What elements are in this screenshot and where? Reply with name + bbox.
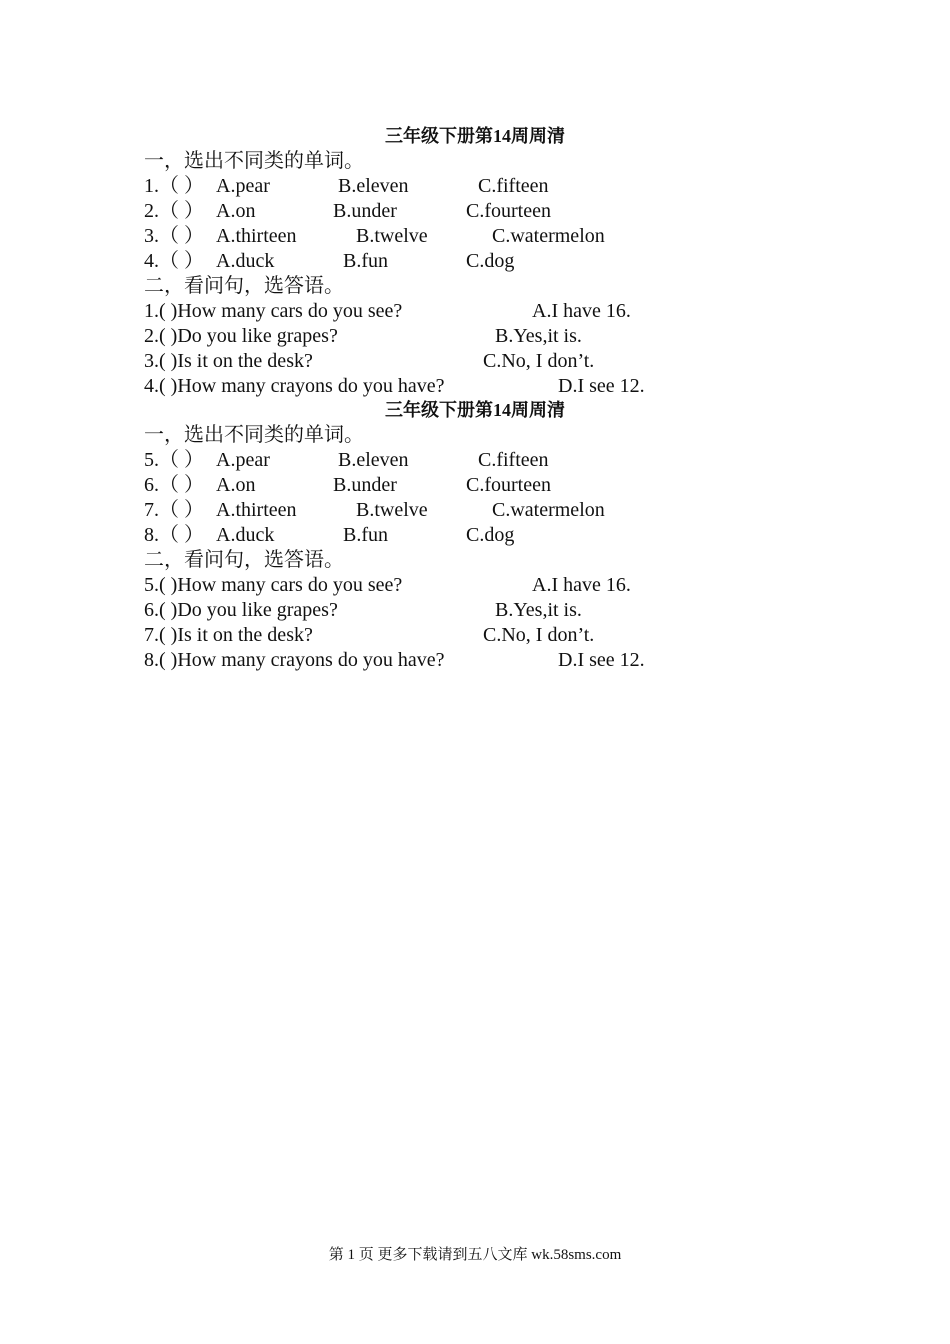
option-b: B.under bbox=[333, 200, 397, 222]
answer-option: C.No, I don’t. bbox=[483, 624, 595, 646]
question-text: 4.( )How many crayons do you have? bbox=[144, 375, 445, 397]
worksheet-block-1 bbox=[144, 124, 764, 399]
question-text: 5.( )How many cars do you see? bbox=[144, 574, 403, 596]
question-number: 1.（ ） bbox=[144, 175, 204, 197]
option-a: A.thirteen bbox=[216, 225, 297, 247]
question-text: 8.( )How many crayons do you have? bbox=[144, 649, 445, 671]
answer-option: B.Yes,it is. bbox=[495, 599, 582, 621]
question-text: 7.( )Is it on the desk? bbox=[144, 624, 313, 646]
match-row bbox=[144, 573, 764, 598]
option-b: B.twelve bbox=[356, 225, 428, 247]
match-row bbox=[144, 324, 764, 349]
question-row bbox=[144, 498, 764, 523]
answer-option: C.No, I don’t. bbox=[483, 350, 595, 372]
option-a: A.pear bbox=[216, 175, 270, 197]
match-row bbox=[144, 598, 764, 623]
answer-option: B.Yes,it is. bbox=[495, 325, 582, 347]
question-number: 6.（ ） bbox=[144, 474, 204, 496]
section-heading-match-answers: 二，看问句，选答语。 bbox=[144, 549, 344, 571]
match-row bbox=[144, 349, 764, 374]
question-row bbox=[144, 199, 764, 224]
answer-option: A.I have 16. bbox=[532, 574, 631, 596]
question-row bbox=[144, 448, 764, 473]
section-heading-match-answers: 二，看问句，选答语。 bbox=[144, 275, 344, 297]
question-row bbox=[144, 523, 764, 548]
question-text: 6.( )Do you like grapes? bbox=[144, 599, 338, 621]
option-a: A.pear bbox=[216, 449, 270, 471]
question-number: 4.（ ） bbox=[144, 250, 204, 272]
option-c: C.fifteen bbox=[478, 175, 549, 197]
answer-option: A.I have 16. bbox=[532, 300, 631, 322]
question-number: 8.（ ） bbox=[144, 524, 204, 546]
option-a: A.duck bbox=[216, 524, 275, 546]
question-text: 2.( )Do you like grapes? bbox=[144, 325, 338, 347]
question-text: 3.( )Is it on the desk? bbox=[144, 350, 313, 372]
question-row bbox=[144, 249, 764, 274]
worksheet-title: 三年级下册第14周周清 bbox=[385, 400, 565, 420]
option-a: A.on bbox=[216, 200, 256, 222]
match-row bbox=[144, 648, 764, 673]
option-c: C.fifteen bbox=[478, 449, 549, 471]
option-c: C.watermelon bbox=[492, 499, 605, 521]
match-row bbox=[144, 374, 764, 399]
question-row bbox=[144, 473, 764, 498]
option-b: B.fun bbox=[343, 250, 388, 272]
option-b: B.eleven bbox=[338, 175, 409, 197]
question-row bbox=[144, 224, 764, 249]
question-row bbox=[144, 174, 764, 199]
option-c: C.dog bbox=[466, 250, 515, 272]
question-number: 5.（ ） bbox=[144, 449, 204, 471]
match-row bbox=[144, 623, 764, 648]
answer-option: D.I see 12. bbox=[558, 375, 645, 397]
section-heading-odd-one-out: 一，选出不同类的单词。 bbox=[144, 424, 364, 446]
question-text: 1.( )How many cars do you see? bbox=[144, 300, 403, 322]
option-c: C.fourteen bbox=[466, 474, 551, 496]
option-a: A.on bbox=[216, 474, 256, 496]
answer-option: D.I see 12. bbox=[558, 649, 645, 671]
option-c: C.fourteen bbox=[466, 200, 551, 222]
option-b: B.under bbox=[333, 474, 397, 496]
question-number: 7.（ ） bbox=[144, 499, 204, 521]
question-number: 3.（ ） bbox=[144, 225, 204, 247]
question-number: 2.（ ） bbox=[144, 200, 204, 222]
option-a: A.duck bbox=[216, 250, 275, 272]
option-c: C.watermelon bbox=[492, 225, 605, 247]
worksheet-block-2 bbox=[144, 398, 764, 673]
option-b: B.twelve bbox=[356, 499, 428, 521]
option-a: A.thirteen bbox=[216, 499, 297, 521]
worksheet-title: 三年级下册第14周周清 bbox=[385, 126, 565, 146]
section-heading-odd-one-out: 一，选出不同类的单词。 bbox=[144, 150, 364, 172]
option-b: B.eleven bbox=[338, 449, 409, 471]
option-c: C.dog bbox=[466, 524, 515, 546]
option-b: B.fun bbox=[343, 524, 388, 546]
match-row bbox=[144, 299, 764, 324]
page-footer: 第 1 页 更多下载请到五八文库 wk.58sms.com bbox=[328, 1247, 622, 1263]
